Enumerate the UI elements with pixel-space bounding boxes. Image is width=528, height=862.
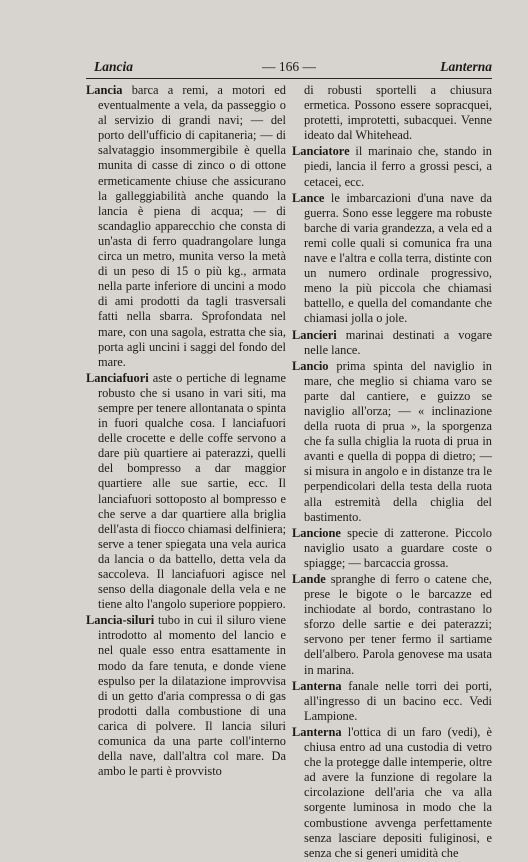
entry-term: Lanciatore (292, 144, 350, 159)
header-first-word: Lancia (94, 59, 133, 74)
page-number: — 166 — (262, 59, 316, 74)
running-header (86, 56, 492, 79)
dictionary-entry (292, 725, 492, 861)
entry-term: Lanterna (292, 724, 342, 739)
entry-definition: le imbarcazioni d'una nave da guerra. Sono esse leggere ma robuste barche di varia grandezza, a vela ed a remi colle quali si comunica fra una nave e l'altra e colla terra, distinte con un numero ordinale progressivo, meno la più piccola che chiamasi battello, e quella del comandante che chiamasi jolla o jole. (304, 190, 493, 326)
entry-term: Lance (292, 190, 325, 205)
entry-term: Lanciafuori (86, 370, 149, 385)
dictionary-entry (292, 526, 492, 571)
dictionary-entry (292, 144, 492, 189)
entry-definition: fanale nelle torri dei porti, all'ingresso di un bacino ecc. Vedi Lampione. (304, 678, 492, 723)
dictionary-entry (86, 613, 286, 779)
dictionary-entry (292, 191, 492, 327)
entry-definition: prima spinta del naviglio in mare, che meglio si chiama varo se parte dal cantiere, e guizzo se naviglio all'orza; — « inclinazione della ruota di prua », la sporgenza che fa sulla chiglia la ruota di prua in avanti e quella di poppa di dietro; — si misura in angolo e in distanze tra le perpendicolari della testa della ruota alla estremità della chiglia del bastimento. (304, 358, 492, 524)
entry-term: Lancio (292, 358, 329, 373)
dictionary-entry (292, 328, 492, 358)
entry-definition: specie di zatterone. Piccolo naviglio usato a guardare coste o spiagge; — barcaccia grossa. (304, 525, 492, 570)
entry-definition: barca a remi, a motori ed eventualmente a vela, da passeggio o al servizio di grandi navi; — del porto dell'ufficio di capitaneria; — di salvataggio insommergibile è quella munita di casse di zinco o di ottone ermeticamente chiuse che assicurano la galleggiabilità anche quando la lancia è piena di acqua; — di scandaglio apparecchio che consta di un'asta di ferro quadrangolare lunga circa un metro, munita verso la metà di un peso di 15 o più kg., armata nella parte inferiore di uncini a modo di ami prodotti da tagli trasversali fatti nella sbarra. Sprofondata nel mare, con una sagola, estratta che sia, porta agli uncini i saggi del fondo del mare. (98, 83, 286, 369)
entry-term: Lanterna (292, 678, 342, 693)
entry-definition: tubo in cui il siluro viene introdotto al momento del lancio e nel quale esso entra esattamente in modo da fare tenuta, e donde viene espulso per la dilatazione improvvisa di un getto d'aria compressa o di gas prodotti dalla combustione di una carica di polvere. Il lancia siluri comunica da una parte coll'interno della nave, dall'altra col mare. Da ambo le parti è provvisto (98, 613, 286, 779)
entry-term: Lancia-siluri (86, 613, 155, 628)
entry-continuation: di robusti sportelli a chiusura ermetica. Possono essere sopracquei, protetti, improtetti, subacquei. Venne ideato dal Whitehead. (304, 83, 492, 143)
dictionary-entry (292, 572, 492, 678)
right-column (292, 83, 492, 862)
header-last-word: Lanterna (440, 59, 492, 74)
entry-definition: marinai destinati a vogare nelle lance. (304, 327, 492, 357)
left-column (86, 83, 286, 862)
entry-definition: spranghe di ferro o catene che, prese le bigote o le barcazze ed inchiodate al bordo, contrastano lo sforzo delle sartie e dei paterazzi; servono per tener fermo il sartiame dell'albero. Parola genovese ma usata in marina. (304, 572, 492, 677)
entry-definition: il marinaio che, stando in piedi, lancia il ferro a grossi pesci, a cetacei, ecc. (304, 144, 492, 189)
dictionary-entry (292, 679, 492, 724)
dictionary-entry (86, 371, 286, 613)
dictionary-entry (292, 359, 492, 525)
text-columns (86, 83, 492, 862)
entry-definition: aste o pertiche di legname robusto che si usano in vari siti, ma sempre per tenere allontanata o spinta in fuori qualche cosa. I lanciafuori delle crocette e delle coffe servono a dare più quartiere ai paterazzi, quelli del bompresso a dar maggior quartiere alle sue sartie, ecc. Il lanciafuori sottoposto al bompresso e che serve a dar quartiere alla briglia dell'asta di fiocco chiamasi delfiniera; serve a tener spiegata una vela aurica da lancia o da battello, detta vela da saccoleva. Il lanciafuori agisce nel senso della diagonale della vela e ne tiene alto l'angolo superiore poppiero. (98, 370, 287, 612)
entry-definition: l'ottica di un faro (vedi), è chiusa entro ad una custodia di vetro che la protegge dalle intemperie, oltre ad avere la funzione di regolare la circolazione dell'aria che va alla sorgente luminosa in modo che la combustione avvenga perfettamente senza lasciare depositi fuliginosi, e senza che si generi umidità che (304, 724, 492, 860)
entry-term: Lancia (86, 83, 123, 97)
entry-term: Lancieri (292, 327, 337, 342)
entry-term: Lancione (292, 525, 341, 540)
dictionary-entry (86, 83, 286, 370)
entry-term: Lande (292, 572, 326, 586)
